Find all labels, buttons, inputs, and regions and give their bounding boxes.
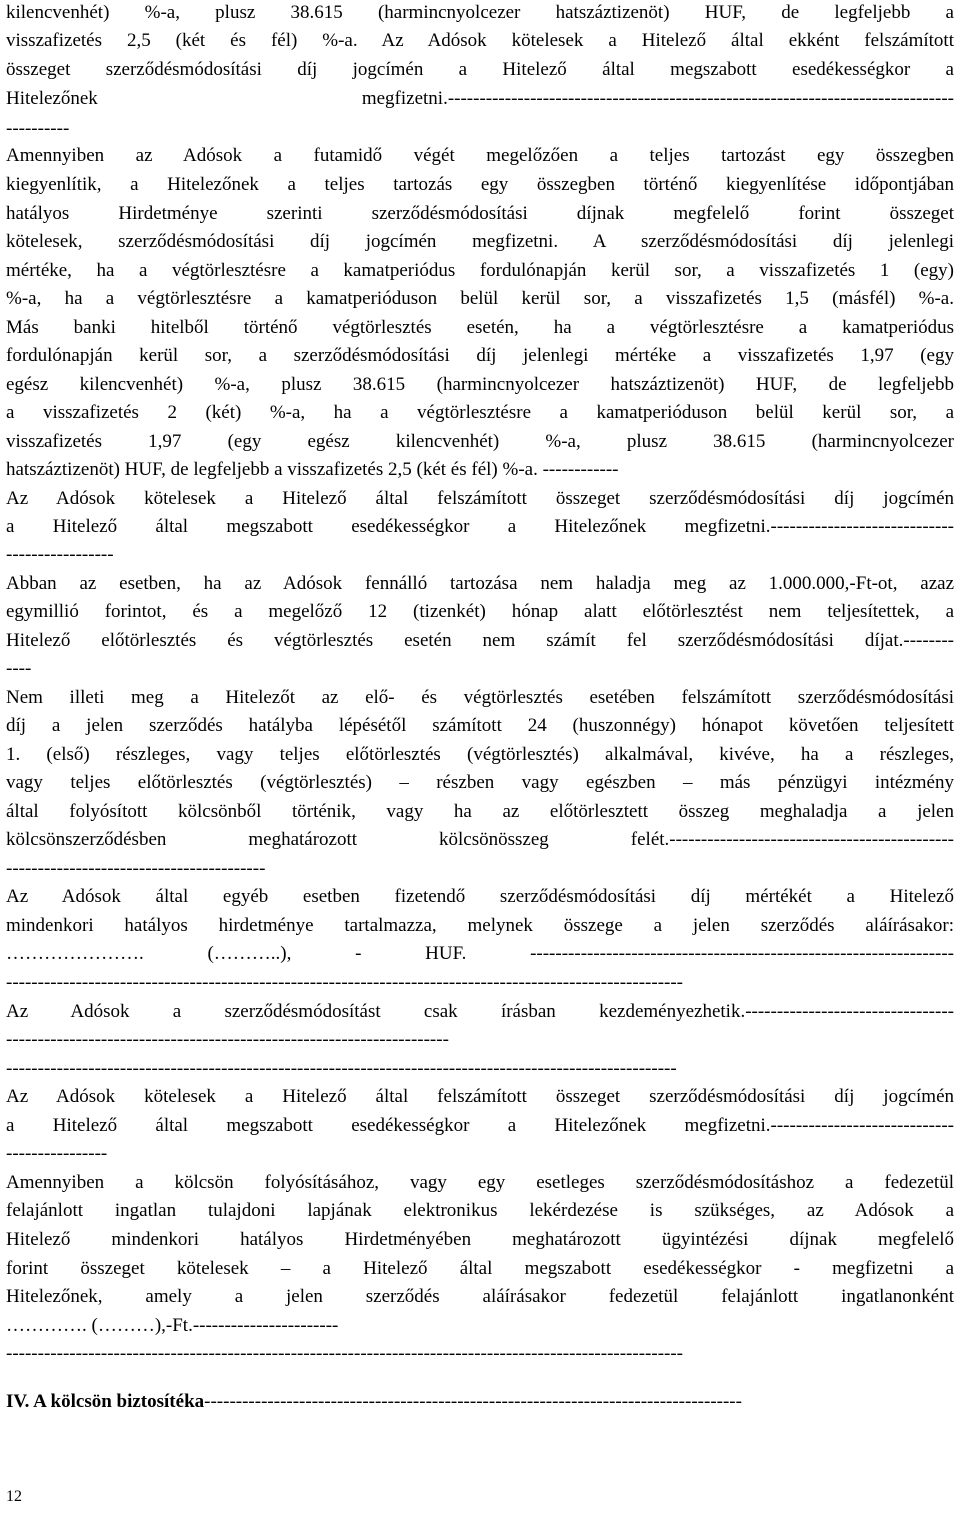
text-line: ---------------------------------------------------------------------------------------------------------- [6,1058,677,1079]
text-line: Nem illeti meg a Hitelezőt az elő- és végtörlesztés esetében felszámított szerződésmódosítási [6,687,954,708]
text-line: egész kilencvenhét) %-a, plusz 38.615 (harmincnyolcezer hatszáztizenöt) HUF, de legfeljebb [6,374,954,395]
section-heading-line [6,1388,954,1416]
text-line: mértéke, ha a végtörlesztésre a kamatperiódus fordulónapján kerül sor, a visszafizetés 1 (egy) [6,260,954,281]
text-line: Hitelezőnek megfizetni.-------------------------------------------------------------------------------- [6,88,954,109]
text-line: ---- [6,658,32,679]
text-line: Az Adósok kötelesek a Hitelező által felszámított összeget szerződésmódosítási díj jogcímén [6,1086,954,1107]
text-line: Más banki hitelből történő végtörlesztés esetén, ha a végtörlesztésre a kamatperiódus [6,317,954,338]
text-line: ----------------------------------------- [6,858,266,879]
text-line: hatszáztizenöt) HUF, de legfeljebb a visszafizetés 2,5 (két és fél) %-a. ------------ [6,459,619,480]
text-line: ---------------------------------------------------------------------- [6,1029,449,1050]
section-heading-dashes: ------------------------------------------------------------------------------------- [204,1391,742,1412]
text-line: kiegyenlítik, a Hitelezőnek a teljes tartozás egy összegben történő kiegyenlítése időpontjában [6,174,954,195]
text-line: Abban az esetben, ha az Adósok fennálló tartozása nem haladja meg az 1.000.000,-Ft-ot, azaz [6,573,954,594]
text-line: kölcsönszerződésben meghatározott kölcsönösszeg felét.--------------------------------------------- [6,829,954,850]
text-line: fordulónapján kerül sor, a szerződésmódosítási díj jelenlegi mértéke a visszafizetés 1,97 (egy [6,345,954,366]
text-line: Amennyiben a kölcsön folyósításához, vagy egy esetleges szerződésmódosításhoz a fedezetül [6,1172,954,1193]
text-line: Hitelezőnek, amely a jelen szerződés aláírásakor fedezetül felajánlott ingatlanonként [6,1286,954,1307]
text-line: visszafizetés 1,97 (egy egész kilencvenhét) %-a, plusz 38.615 (harmincnyolcezer [6,431,954,452]
text-line: vagy teljes előtörlesztés (végtörlesztés) – részben vagy egészben – más pénzügyi intézmény [6,772,954,793]
page-number: 12 [6,1488,22,1505]
text-line: …………. (………),-Ft.----------------------- [6,1315,339,1336]
text-line: Az Adósok a szerződésmódosítást csak írásban kezdeményezhetik.--------------------------------- [6,1001,954,1022]
text-line: forint összeget kötelesek – a Hitelező által megszabott esedékességkor - megfizetni a [6,1258,954,1279]
text-line: a Hitelező által megszabott esedékességkor a Hitelezőnek megfizetni.----------------------------- [6,1115,954,1136]
text-line: ----------------------------------------------------------------------------------------------------------- [6,972,684,993]
text-line: díj a jelen szerződés hatályba lépésétől számított 24 (huszonnégy) hónapot követően teljesített [6,715,954,736]
text-line: összeget szerződésmódosítási díj jogcímén a Hitelező által megszabott esedékességkor a [6,59,954,80]
text-line: ----------------------------------------------------------------------------------------------------------- [6,1343,684,1364]
text-line: mindenkori hatályos hirdetménye tartalmazza, melynek összege a jelen szerződés aláírásakor: [6,915,954,936]
text-line: a Hitelező által megszabott esedékességkor a Hitelezőnek megfizetni.----------------------------- [6,516,954,537]
section-heading: IV. A kölcsön biztosítéka [6,1391,205,1412]
text-line: egymillió forintot, és a megelőző 12 (tizenkét) hónap alatt előtörlesztést nem teljesítettek, a [6,601,954,622]
text-line: hatályos Hirdetménye szerinti szerződésmódosítási díjnak megfelelő forint összeget [6,203,954,224]
text-line: Hitelező mindenkori hatályos Hirdetményében meghatározott ügyintézési díjnak megfelelő [6,1229,954,1250]
text-line: visszafizetés 2,5 (két és fél) %-a. Az Adósok kötelesek a Hitelező által ekként felszámított [6,30,954,51]
text-line: a visszafizetés 2 (két) %-a, ha a végtörlesztésre a kamatperióduson belül kerül sor, a [6,402,954,423]
text-line: által folyósított kölcsönből történik, vagy ha az előtörlesztett összeg meghaladja a jelen [6,801,954,822]
text-line: felajánlott ingatlan tulajdoni lapjának elektronikus lekérdezése is szükséges, az Adósok a [6,1200,954,1221]
text-line: kilencvenhét) %-a, plusz 38.615 (harmincnyolcezer hatszáztizenöt) HUF, de legfeljebb a [6,2,954,23]
text-line: 1. (első) részleges, vagy teljes előtörlesztés (végtörlesztés) alkalmával, kivéve, ha a részleges, [6,744,954,765]
text-line: ----------------- [6,544,114,565]
text-line: Az Adósok által egyéb esetben fizetendő szerződésmódosítási díj mértékét a Hitelező [6,886,954,907]
text-line: Amennyiben az Adósok a futamidő végét megelőzően a teljes tartozást egy összegben [6,145,954,166]
text-line: Hitelező előtörlesztés és végtörlesztés esetén nem számít fel szerződésmódosítási díjat.-------- [6,630,954,651]
text-line: …………………. (………..), - HUF. ------------------------------------------------------------------- [6,943,954,964]
text-line: %-a, ha a végtörlesztésre a kamatperióduson belül kerül sor, a visszafizetés 1,5 (másfél) %-a. [6,288,954,309]
text-line: ---------------- [6,1143,108,1164]
text-line: ---------- [6,118,70,139]
text-line: kötelesek, szerződésmódosítási díj jogcímén megfizetni. A szerződésmódosítási díj jelenlegi [6,231,954,252]
text-line: Az Adósok kötelesek a Hitelező által felszámított összeget szerződésmódosítási díj jogcímén [6,488,954,509]
